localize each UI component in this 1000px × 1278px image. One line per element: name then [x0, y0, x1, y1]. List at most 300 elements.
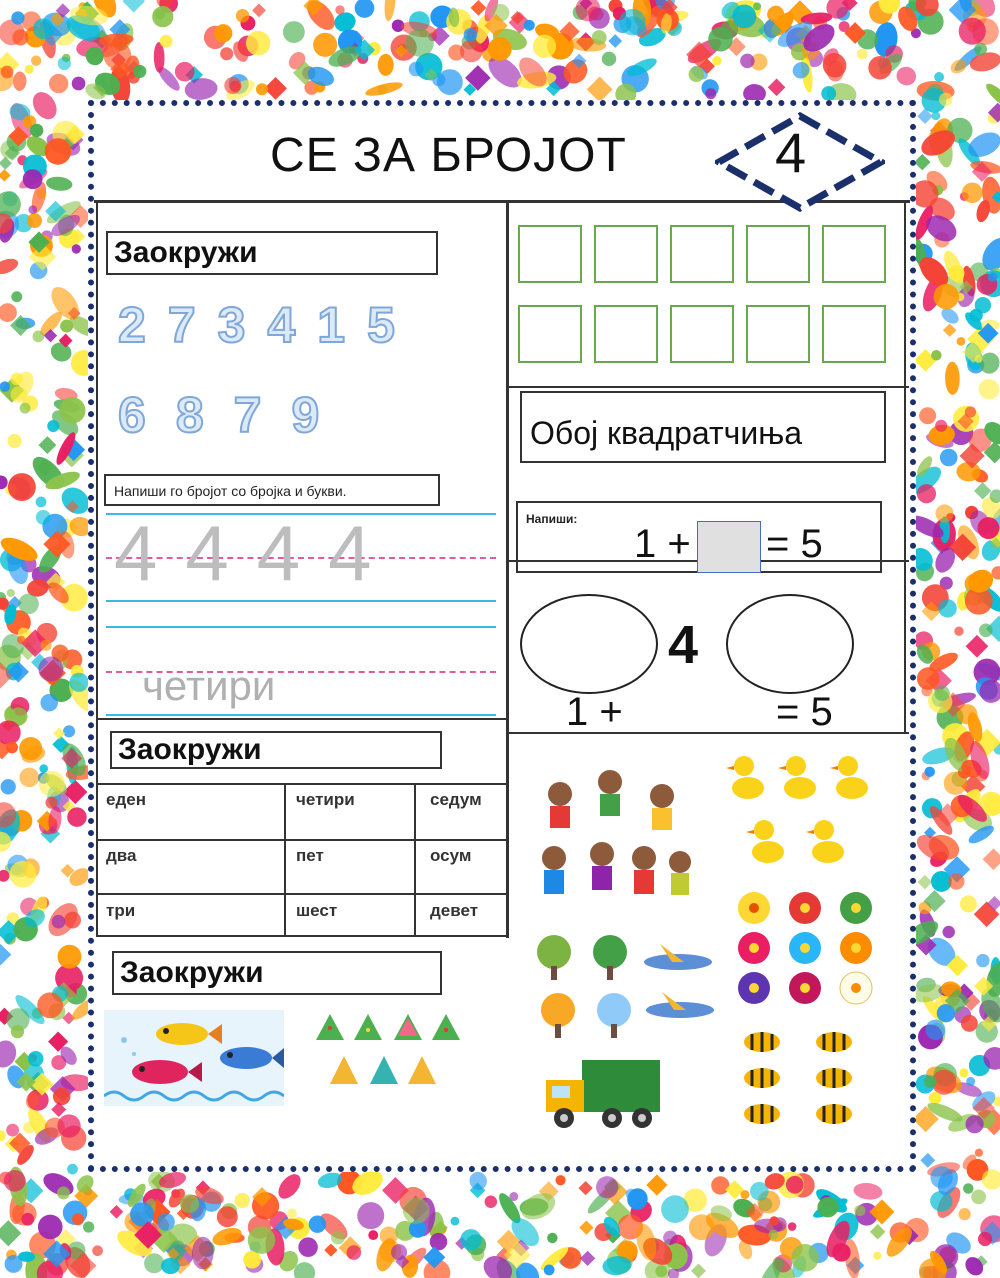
table-line: [284, 783, 286, 935]
decoration-shape: [92, 1245, 103, 1256]
duck-icon: [732, 756, 764, 799]
table-line: [96, 893, 506, 895]
decoration-shape: [930, 1166, 952, 1188]
decoration-shape: [979, 624, 993, 638]
decoration-shape: [870, 1224, 886, 1240]
decoration-shape: [19, 737, 42, 760]
decoration-shape: [646, 1174, 667, 1195]
circle-words-label: Заокружи: [110, 731, 442, 769]
decoration-shape: [19, 768, 39, 788]
decoration-shape: [467, 1169, 490, 1193]
guide-line: [106, 714, 496, 716]
flower-icon: [738, 932, 770, 964]
decoration-shape: [853, 1181, 884, 1201]
decoration-shape: [41, 640, 52, 651]
page-title: СЕ ЗА БРОЈОТ: [270, 129, 627, 182]
child-icon: [598, 770, 622, 816]
decoration-shape: [619, 9, 646, 36]
decoration-shape: [36, 510, 51, 525]
duck-icon: [836, 756, 868, 799]
decoration-shape: [966, 1115, 984, 1133]
decoration-shape: [608, 34, 622, 48]
bees-picture[interactable]: [736, 1024, 866, 1132]
decoration-shape: [791, 1244, 819, 1272]
decoration-shape: [437, 69, 463, 95]
tree-icon: [593, 935, 627, 980]
decoration-shape: [236, 9, 250, 23]
kids-picture[interactable]: [530, 766, 695, 911]
duck-icon: [812, 820, 844, 863]
featured-number: 4: [775, 121, 807, 184]
decoration-shape: [39, 771, 65, 797]
digit-option[interactable]: 7: [167, 297, 196, 353]
decoration-shape: [409, 62, 424, 77]
decoration-shape: [210, 1225, 244, 1249]
decoration-shape: [406, 29, 434, 57]
decoration-shape: [38, 436, 56, 454]
decoration-shape: [235, 1193, 250, 1208]
decoration-shape: [932, 111, 941, 120]
decoration-shape: [67, 1164, 78, 1175]
table-line: [96, 839, 506, 841]
trees-picture[interactable]: [310, 1012, 465, 1092]
decoration-shape: [974, 482, 991, 499]
decoration-shape: [935, 420, 947, 432]
decoration-shape: [355, 0, 375, 18]
decoration-shape: [152, 6, 173, 27]
flowers-picture[interactable]: [734, 888, 876, 1008]
decoration-shape: [712, 56, 722, 66]
grid-square[interactable]: [746, 225, 810, 283]
decoration-shape: [53, 1088, 71, 1106]
grid-square[interactable]: [822, 225, 886, 283]
decoration-shape: [661, 1195, 689, 1223]
equation-left: 1 +: [634, 522, 691, 566]
decoration-shape: [31, 56, 41, 66]
decoration-shape: [294, 1262, 315, 1278]
flower-icon: [840, 932, 872, 964]
trace-word: четири: [142, 662, 276, 709]
trees-and-planes-picture[interactable]: [532, 932, 717, 1044]
grid-square[interactable]: [822, 305, 886, 363]
circle-pictures-label: Заокружи: [112, 951, 442, 995]
trace-digit: 4: [256, 509, 301, 597]
decoration-shape: [966, 1077, 975, 1086]
decoration-shape: [364, 80, 404, 99]
decoration-shape: [335, 5, 344, 14]
table-line: [414, 783, 416, 935]
decoration-shape: [768, 1230, 778, 1240]
child-icon: [542, 846, 566, 894]
decoration-shape: [157, 1213, 175, 1231]
left-edge-line: [96, 200, 98, 935]
bee-icon: [816, 1104, 852, 1124]
decoration-shape: [602, 52, 616, 66]
decoration-shape: [28, 205, 37, 214]
decoration-shape: [21, 1213, 34, 1226]
decoration-shape: [27, 213, 42, 228]
decoration-shape: [383, 0, 397, 22]
duck-icon: [752, 820, 784, 863]
tree-icon: [537, 935, 571, 980]
decoration-shape: [33, 18, 54, 39]
decoration-shape: [945, 362, 960, 395]
decoration-shape: [544, 1264, 555, 1275]
decoration-shape: [403, 1197, 430, 1224]
decoration-shape: [977, 517, 999, 539]
trace-digit: 4: [328, 509, 372, 597]
decoration-shape: [83, 1221, 94, 1232]
decoration-shape: [959, 1208, 971, 1220]
decoration-shape: [854, 1205, 865, 1216]
flower-icon: [789, 932, 821, 964]
guide-line: [106, 600, 496, 602]
decoration-shape: [45, 138, 71, 164]
decoration-shape: [40, 694, 58, 712]
decoration-shape: [49, 74, 68, 93]
bee-icon: [816, 1032, 852, 1052]
decoration-shape: [524, 20, 535, 31]
equation-right: = 5: [766, 522, 823, 566]
decoration-shape: [20, 403, 31, 414]
decoration-shape: [0, 303, 17, 322]
grid-square[interactable]: [518, 225, 582, 283]
decoration-shape: [11, 291, 22, 302]
decoration-shape: [768, 79, 786, 97]
table-line: [96, 783, 506, 785]
child-icon: [548, 782, 572, 828]
decoration-shape: [868, 56, 891, 79]
digit-option[interactable]: 1: [317, 297, 346, 353]
decoration-shape: [918, 875, 932, 889]
decoration-shape: [959, 894, 979, 914]
decoration-shape: [691, 1263, 706, 1278]
decoration-shape: [252, 4, 266, 18]
bee-icon: [816, 1068, 852, 1088]
circle-digits-label: Заокружи: [106, 231, 438, 275]
decoration-shape: [368, 1230, 378, 1240]
word-cell[interactable]: седум: [430, 790, 482, 809]
decoration-shape: [0, 169, 11, 182]
decoration-shape: [954, 627, 963, 636]
decoration-shape: [924, 1075, 937, 1088]
child-icon: [590, 842, 614, 890]
decoration-shape: [122, 0, 144, 12]
decoration-shape: [663, 1231, 677, 1245]
table-line: [96, 935, 506, 937]
tree-icon: [597, 993, 631, 1038]
decoration-shape: [60, 320, 73, 333]
flower-icon: [840, 892, 872, 924]
digits-row-2: [118, 386, 319, 444]
decoration-shape: [978, 1232, 992, 1246]
oval-equation-left: 1 +: [566, 690, 623, 734]
flower-icon: [738, 892, 770, 924]
decoration-shape: [957, 337, 966, 346]
word-cell[interactable]: девет: [430, 901, 479, 920]
grid-square[interactable]: [746, 305, 810, 363]
digit-option[interactable]: 8: [175, 387, 204, 443]
decoration-shape: [769, 1216, 779, 1226]
decoration-shape: [160, 35, 173, 48]
left-oval[interactable]: [520, 594, 658, 694]
decoration-shape: [580, 1251, 595, 1266]
grid-square[interactable]: [670, 225, 734, 283]
decoration-shape: [18, 594, 39, 615]
decoration-shape: [347, 1245, 362, 1260]
decoration-shape: [924, 767, 934, 777]
decoration-shape: [23, 169, 43, 189]
write-label: Напиши:: [526, 512, 578, 526]
decoration-shape: [451, 1217, 460, 1226]
decoration-shape: [939, 93, 953, 107]
decoration-shape: [324, 1244, 337, 1257]
airplane-icon: [644, 944, 712, 970]
decoration-shape: [788, 1222, 797, 1231]
decoration-shape: [64, 912, 81, 929]
decoration-shape: [940, 449, 958, 467]
decoration-shape: [938, 599, 956, 617]
decoration-shape: [460, 40, 483, 63]
digit-option[interactable]: 2: [118, 297, 146, 353]
word-cell[interactable]: еден: [106, 790, 146, 809]
decoration-shape: [935, 504, 953, 522]
decoration-shape: [9, 861, 36, 888]
decoration-shape: [711, 1176, 729, 1194]
write-instruction: Напиши го бројот со бројка и букви.: [104, 474, 440, 506]
decoration-shape: [857, 49, 868, 60]
decoration-shape: [0, 256, 20, 277]
decoration-shape: [485, 1195, 498, 1208]
decoration-shape: [6, 742, 18, 754]
decoration-shape: [931, 350, 941, 360]
decoration-shape: [920, 1153, 935, 1168]
decoration-shape: [37, 992, 63, 1018]
word-cell[interactable]: два: [106, 846, 137, 865]
decoration-shape: [1, 66, 14, 79]
ducks-picture[interactable]: [724, 748, 874, 876]
decoration-shape: [873, 1252, 881, 1260]
digit-option[interactable]: 9: [291, 387, 320, 443]
decoration-shape: [25, 65, 34, 74]
decoration-shape: [948, 873, 964, 889]
decoration-shape: [988, 273, 997, 282]
truck-picture[interactable]: [542, 1056, 662, 1132]
decoration-shape: [7, 589, 15, 597]
decoration-shape: [57, 1186, 70, 1199]
digit-option[interactable]: 7: [233, 387, 262, 443]
decoration-shape: [460, 1229, 481, 1250]
decoration-shape: [47, 420, 59, 432]
flower-icon: [789, 972, 821, 1004]
decoration-shape: [11, 1025, 24, 1038]
decoration-shape: [39, 764, 48, 773]
decoration-shape: [36, 497, 47, 508]
decoration-shape: [689, 67, 705, 83]
decoration-shape: [274, 1170, 305, 1203]
decoration-shape: [11, 386, 28, 403]
center-divider: [506, 203, 509, 938]
decoration-shape: [832, 1243, 851, 1262]
right-oval[interactable]: [726, 594, 854, 694]
decoration-shape: [934, 284, 959, 309]
decoration-shape: [961, 1015, 978, 1032]
decoration-shape: [578, 1181, 592, 1195]
trace-digit: 4: [114, 509, 158, 597]
decoration-shape: [547, 1233, 557, 1243]
decoration-shape: [689, 1214, 715, 1240]
trace-digits: [114, 508, 372, 599]
fish-picture[interactable]: [104, 1010, 284, 1106]
flower-icon: [738, 972, 770, 1004]
decoration-shape: [298, 1237, 318, 1257]
decoration-shape: [133, 65, 146, 78]
decoration-shape: [919, 407, 936, 424]
decoration-shape: [464, 28, 478, 42]
grid-square[interactable]: [594, 305, 658, 363]
decoration-shape: [488, 37, 512, 61]
decoration-shape: [287, 1209, 297, 1219]
decoration-shape: [533, 35, 556, 58]
decoration-shape: [248, 1226, 276, 1254]
decoration-shape: [971, 1190, 986, 1205]
decoration-shape: [38, 1215, 63, 1240]
decoration-shape: [72, 244, 81, 253]
decoration-shape: [59, 397, 85, 423]
decoration-shape: [4, 708, 15, 719]
decoration-shape: [934, 72, 944, 82]
decoration-shape: [0, 1130, 6, 1141]
decoration-shape: [67, 807, 86, 826]
word-cell[interactable]: пет: [296, 846, 324, 865]
decoration-shape: [72, 1213, 84, 1225]
decoration-shape: [821, 86, 836, 101]
decoration-shape: [313, 33, 337, 57]
decoration-shape: [934, 685, 949, 700]
decoration-shape: [0, 381, 10, 391]
bee-icon: [744, 1104, 780, 1124]
decoration-shape: [11, 11, 24, 24]
decoration-shape: [894, 64, 919, 88]
decoration-shape: [0, 1037, 20, 1071]
decoration-shape: [23, 1121, 35, 1133]
decoration-shape: [753, 2, 761, 10]
decoration-shape: [45, 175, 73, 192]
answer-input-box[interactable]: [697, 521, 761, 573]
decoration-shape: [975, 355, 983, 363]
decoration-shape: [13, 71, 27, 91]
decoration-shape: [914, 154, 930, 170]
duck-icon: [784, 756, 816, 799]
word-cell[interactable]: четири: [296, 790, 355, 809]
decoration-shape: [740, 54, 754, 68]
decoration-shape: [943, 926, 955, 938]
decoration-shape: [391, 1244, 407, 1260]
decoration-shape: [58, 945, 82, 969]
decoration-shape: [592, 30, 607, 45]
oval-equation-right: = 5: [776, 690, 833, 734]
word-cell[interactable]: шест: [296, 901, 338, 920]
decoration-shape: [917, 484, 936, 503]
color-squares-label: Обој квадратчиња: [520, 391, 886, 463]
decoration-shape: [180, 1194, 199, 1213]
decoration-shape: [6, 1124, 19, 1137]
decoration-shape: [579, 1221, 593, 1235]
decoration-shape: [110, 1205, 124, 1219]
decoration-shape: [705, 88, 716, 99]
decoration-shape: [786, 1176, 804, 1194]
trace-digit: 4: [185, 509, 229, 597]
guide-line: [106, 626, 496, 628]
decoration-shape: [8, 434, 22, 448]
grid-square[interactable]: [518, 305, 582, 363]
word-cell[interactable]: осум: [430, 846, 472, 865]
decoration-shape: [708, 27, 733, 52]
decoration-shape: [378, 54, 394, 76]
decoration-shape: [220, 47, 233, 60]
left-divider: [96, 718, 506, 720]
digit-option[interactable]: 3: [217, 297, 246, 353]
decoration-shape: [962, 182, 983, 203]
airplane-icon: [646, 992, 714, 1018]
decoration-shape: [130, 1202, 154, 1226]
decoration-shape: [256, 83, 268, 95]
decoration-shape: [63, 725, 75, 737]
decoration-shape: [975, 376, 1000, 403]
decoration-shape: [819, 49, 850, 81]
decoration-shape: [965, 406, 976, 417]
decoration-shape: [4, 1170, 26, 1192]
decoration-shape: [357, 1202, 384, 1229]
decoration-shape: [983, 848, 1000, 870]
decoration-shape: [0, 944, 11, 965]
decoration-shape: [69, 673, 88, 692]
child-icon: [650, 784, 674, 830]
decoration-shape: [72, 77, 86, 91]
decoration-shape: [214, 24, 232, 42]
decoration-shape: [28, 1051, 44, 1067]
decoration-shape: [963, 1183, 973, 1193]
decoration-shape: [929, 1092, 942, 1105]
decoration-shape: [52, 915, 66, 929]
decoration-shape: [246, 31, 271, 56]
flower-icon: [789, 892, 821, 924]
grid-square[interactable]: [594, 225, 658, 283]
decoration-shape: [959, 1068, 968, 1077]
word-cell[interactable]: три: [106, 901, 136, 920]
decoration-shape: [10, 373, 23, 386]
decoration-shape: [57, 1114, 80, 1137]
decoration-shape: [217, 1206, 238, 1227]
bee-icon: [744, 1032, 780, 1052]
bee-icon: [744, 1068, 780, 1088]
child-icon: [669, 851, 691, 895]
decoration-shape: [175, 62, 195, 82]
digit-option[interactable]: 4: [267, 297, 296, 353]
tree-icon: [541, 993, 575, 1038]
right-divider-1: [509, 386, 909, 388]
decoration-shape: [144, 1253, 164, 1273]
decoration-shape: [30, 124, 43, 137]
grid-square[interactable]: [670, 305, 734, 363]
flower-icon: [840, 972, 872, 1004]
decoration-shape: [17, 636, 25, 644]
digits-row-1: [118, 296, 395, 354]
digit-option[interactable]: 6: [118, 387, 146, 443]
digit-option[interactable]: 5: [367, 297, 395, 353]
decoration-shape: [966, 635, 989, 658]
decoration-shape: [975, 1149, 983, 1157]
